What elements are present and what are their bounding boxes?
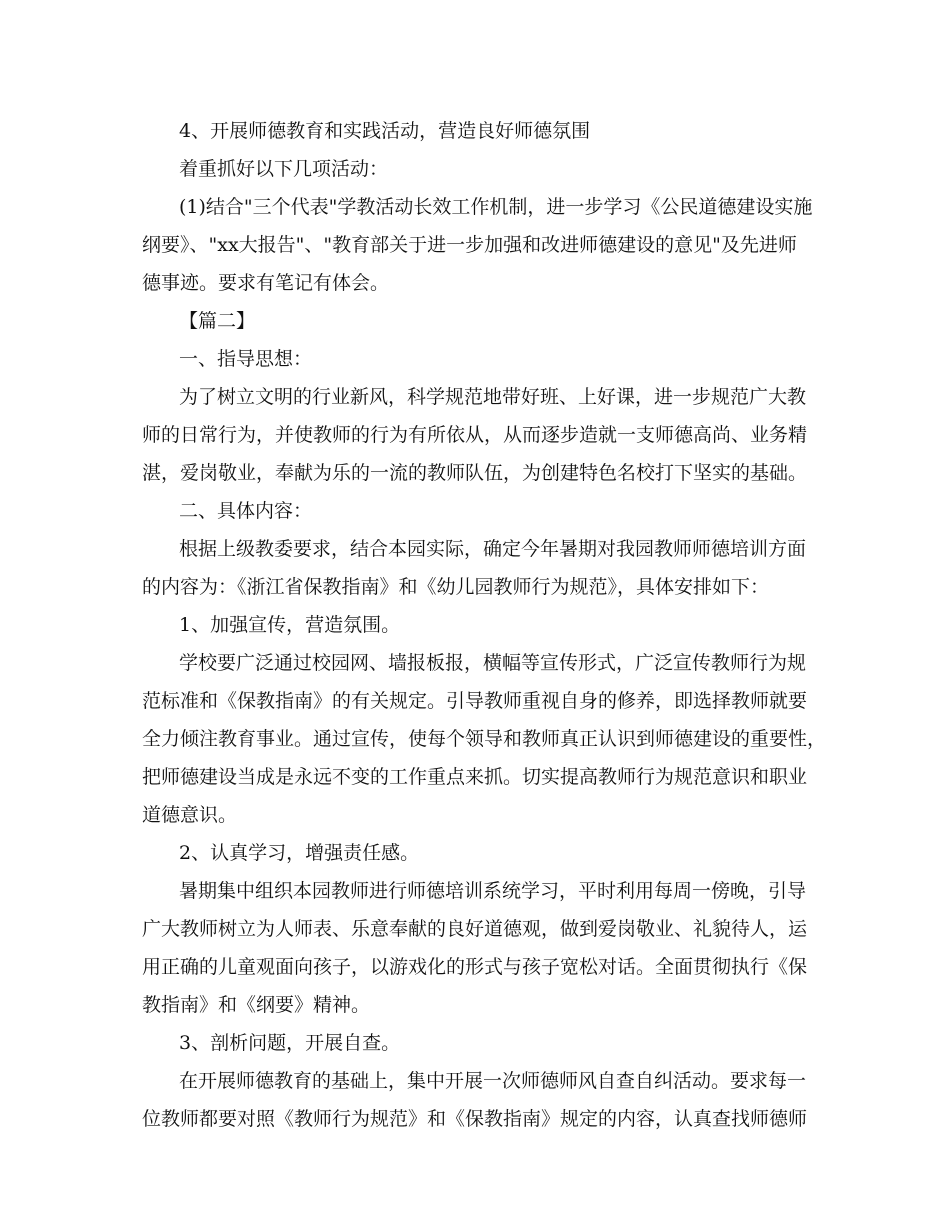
paragraph-line: 位教师都要对照《教师行为规范》和《保教指南》规定的内容，认真查找师德师 xyxy=(142,1108,808,1130)
paragraph-line: 学校要广泛通过校园网、墙报板报，横幅等宣传形式，广泛宣传教师行为规 xyxy=(179,652,807,674)
paragraph-line: 纲要》、"xx大报告"、"教育部关于进一步加强和改进师德建设的意见"及先进师 xyxy=(142,234,797,256)
section-title-part-two: 【篇二】 xyxy=(179,310,256,332)
subheading-2: 2、认真学习，增强责任感。 xyxy=(179,842,420,864)
subheading-3: 3、剖析问题，开展自查。 xyxy=(179,1032,401,1054)
paragraph-line: 全力倾注教育事业。通过宣传，使每个领导和教师真正认识到师德建设的重要性， xyxy=(142,728,827,750)
paragraph-line: 道德意识。 xyxy=(142,804,238,826)
paragraph-line: 湛，爱岗敬业，奉献为乐的一流的教师队伍，为创建特色名校打下坚实的基础。 xyxy=(142,462,808,484)
paragraph-line: (1)结合"三个代表"学教活动长效工作机制，进一步学习《公民道德建设实施 xyxy=(179,196,813,218)
paragraph-line: 用正确的儿童观面向孩子，以游戏化的形式与孩子宽松对话。全面贯彻执行《保 xyxy=(142,956,808,978)
section-heading-1: 一、指导思想： xyxy=(179,348,313,370)
section-heading-2: 二、具体内容： xyxy=(179,500,313,522)
paragraph-line: 教指南》和《纲要》精神。 xyxy=(142,994,371,1016)
subheading-1: 1、加强宣传，营造氛围。 xyxy=(179,614,401,636)
paragraph-line: 为了树立文明的行业新风，科学规范地带好班、上好课，进一步规范广大教 xyxy=(179,386,807,408)
section-heading-4: 4、开展师德教育和实践活动，营造良好师德氛围 xyxy=(179,120,591,142)
paragraph-line: 的内容为：《浙江省保教指南》和《幼儿园教师行为规范》，具体安排如下： xyxy=(142,576,770,598)
paragraph-line: 着重抓好以下几项活动： xyxy=(179,158,389,180)
paragraph-line: 在开展师德教育的基础上，集中开展一次师德师风自查自纠活动。要求每一 xyxy=(179,1070,807,1092)
paragraph-line: 暑期集中组织本园教师进行师德培训系统学习，平时利用每周一傍晚，引导 xyxy=(179,880,807,902)
paragraph-line: 广大教师树立为人师表、乐意奉献的良好道德观，做到爱岗敬业、礼貌待人，运 xyxy=(142,918,808,940)
paragraph-line: 师的日常行为，并使教师的行为有所依从，从而逐步造就一支师德高尚、业务精 xyxy=(142,424,808,446)
paragraph-line: 德事迹。要求有笔记有体会。 xyxy=(142,272,390,294)
paragraph-line: 把师德建设当成是永远不变的工作重点来抓。切实提高教师行为规范意识和职业 xyxy=(142,766,808,788)
paragraph-line: 根据上级教委要求，结合本园实际，确定今年暑期对我园教师师德培训方面 xyxy=(179,538,807,560)
paragraph-line: 范标准和《保教指南》的有关规定。引导教师重视自身的修养，即选择教师就要 xyxy=(142,690,808,712)
